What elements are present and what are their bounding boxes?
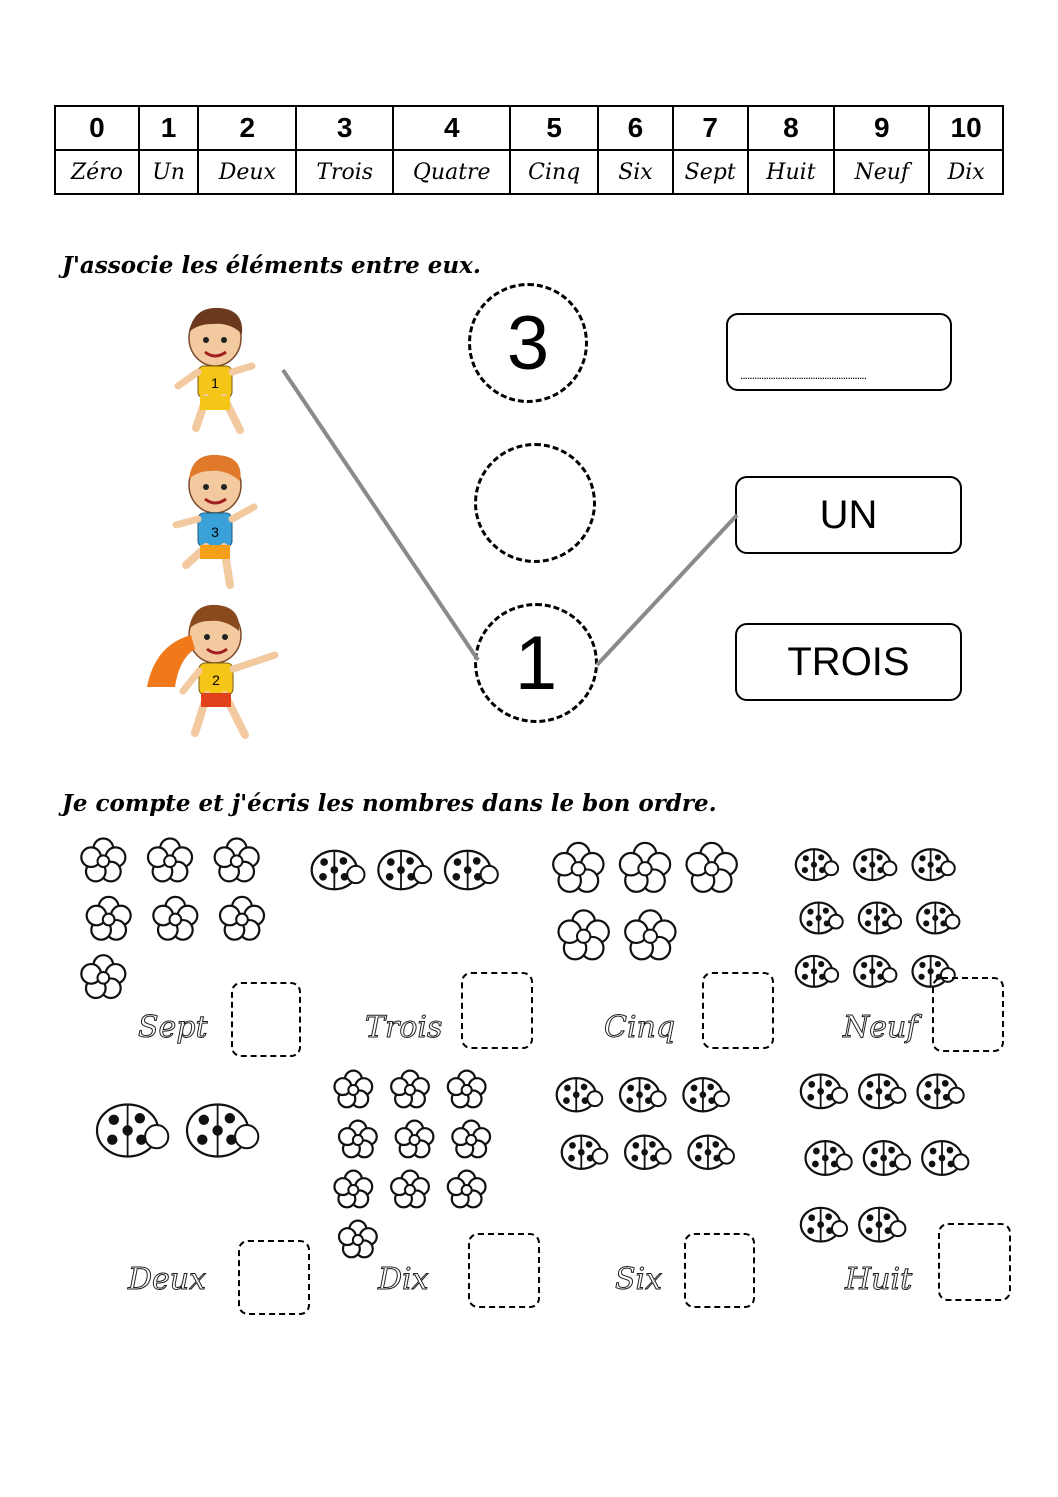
ladybug-icon [557,1078,603,1111]
flower-icon [625,910,675,959]
ladybug-icon [859,1208,905,1242]
counting-group [70,832,270,1007]
count-answer-box[interactable] [461,972,533,1049]
ladybug-icon [918,1074,964,1108]
flower-icon [391,1071,429,1108]
ladybug-icon [97,1104,168,1156]
counting-group [88,1068,268,1193]
word-cell: Dix [929,150,1003,194]
flower-icon [391,1171,429,1208]
flower-icon [334,1171,372,1208]
number-word: Huit [845,1262,913,1297]
count-answer-box[interactable] [932,977,1004,1052]
ladybug-icon [854,956,896,987]
digit-cell: 10 [929,106,1003,150]
flower-icon [215,839,259,882]
ladybug-icon [378,851,431,890]
digit-cell: 5 [510,106,598,150]
count-answer-box[interactable] [938,1223,1011,1301]
word-cell: Sept [673,150,748,194]
word-cell: Trois [296,150,393,194]
kid-shirt-number: 3 [211,524,219,540]
counting-group [548,1066,738,1181]
number-word: Neuf [843,1010,918,1045]
count-answer-box[interactable] [468,1233,540,1308]
dotted-answer-line: ...................................................... [740,369,867,381]
digit-cell: 9 [834,106,929,150]
ladybug-icon [806,1141,852,1175]
number-word: Cinq [604,1010,676,1045]
flower-icon [339,1221,377,1258]
ladybug-icon [917,903,959,934]
flower-icon [339,1121,377,1158]
flower-icon [448,1171,486,1208]
digit-cell: 4 [393,106,510,150]
word-box-label: UN [819,492,878,537]
count-answer-box[interactable] [238,1240,310,1315]
digit-cell: 2 [198,106,296,150]
ladybug-icon [801,1074,847,1108]
digit-cell: 6 [598,106,673,150]
digit-cell: 7 [673,106,748,150]
flower-icon [153,897,197,940]
word-cell: Cinq [510,150,598,194]
section1-title: J'associe les éléments entre eux. [62,252,481,279]
digit-cell: 8 [748,106,835,150]
number-word: Sept [138,1010,208,1045]
word-cell: Quatre [393,150,510,194]
number-word: Deux [128,1262,207,1297]
ladybug-icon [445,851,498,890]
ladybug-icon [796,956,838,987]
count-answer-box[interactable] [684,1233,755,1308]
flower-icon [452,1121,490,1158]
flower-icon [553,843,603,892]
counting-group [788,838,963,998]
word-cell: Deux [198,150,296,194]
ladybug-icon [922,1141,968,1175]
flower-icon [334,1071,372,1108]
ladybug-icon [801,903,843,934]
ladybug-icon [312,851,365,890]
digit-cell: 0 [55,106,139,150]
counting-group [325,1065,495,1265]
counting-group [545,835,745,970]
number-circle[interactable]: 1 [474,603,598,723]
flower-icon [87,897,131,940]
ladybug-icon [859,1074,905,1108]
number-word: Dix [378,1262,429,1297]
word-cell: Un [139,150,199,194]
word-box-label: TROIS [787,639,910,684]
number-word: Trois [365,1010,443,1045]
kid-shirt-number: 2 [212,672,220,688]
ladybug-icon [864,1141,910,1175]
ladybug-icon [796,849,838,880]
flower-icon [148,839,192,882]
flower-icon [81,955,125,998]
flower-icon [448,1071,486,1108]
number-word: Six [615,1262,663,1297]
count-answer-box[interactable] [231,982,301,1057]
flower-icon [396,1121,434,1158]
counting-group [305,835,505,905]
kid-shirt-number: 1 [211,375,219,391]
ladybug-icon [859,903,901,934]
ladybug-icon [913,849,955,880]
ladybug-icon [854,849,896,880]
flower-icon [687,843,737,892]
ladybug-icon [562,1136,608,1169]
number-circle[interactable]: 3 [468,283,588,403]
ladybug-icon [625,1136,671,1169]
count-answer-box[interactable] [702,972,774,1049]
match-line [283,370,478,660]
word-cell: Zéro [55,150,139,194]
ladybug-icon [187,1104,258,1156]
digit-cell: 1 [139,106,199,150]
word-cell: Huit [748,150,835,194]
match-line [597,515,737,665]
ladybug-icon [683,1078,729,1111]
ladybug-icon [688,1136,734,1169]
section2-title: Je compte et j'écris les nombres dans le bon ordre. [62,790,717,817]
flower-icon [81,839,125,882]
flower-icon [559,910,609,959]
flower-icon [220,897,264,940]
digit-cell: 3 [296,106,393,150]
word-cell: Neuf [834,150,929,194]
ladybug-icon [620,1078,666,1111]
word-cell: Six [598,150,673,194]
ladybug-icon [801,1208,847,1242]
flower-icon [620,843,670,892]
